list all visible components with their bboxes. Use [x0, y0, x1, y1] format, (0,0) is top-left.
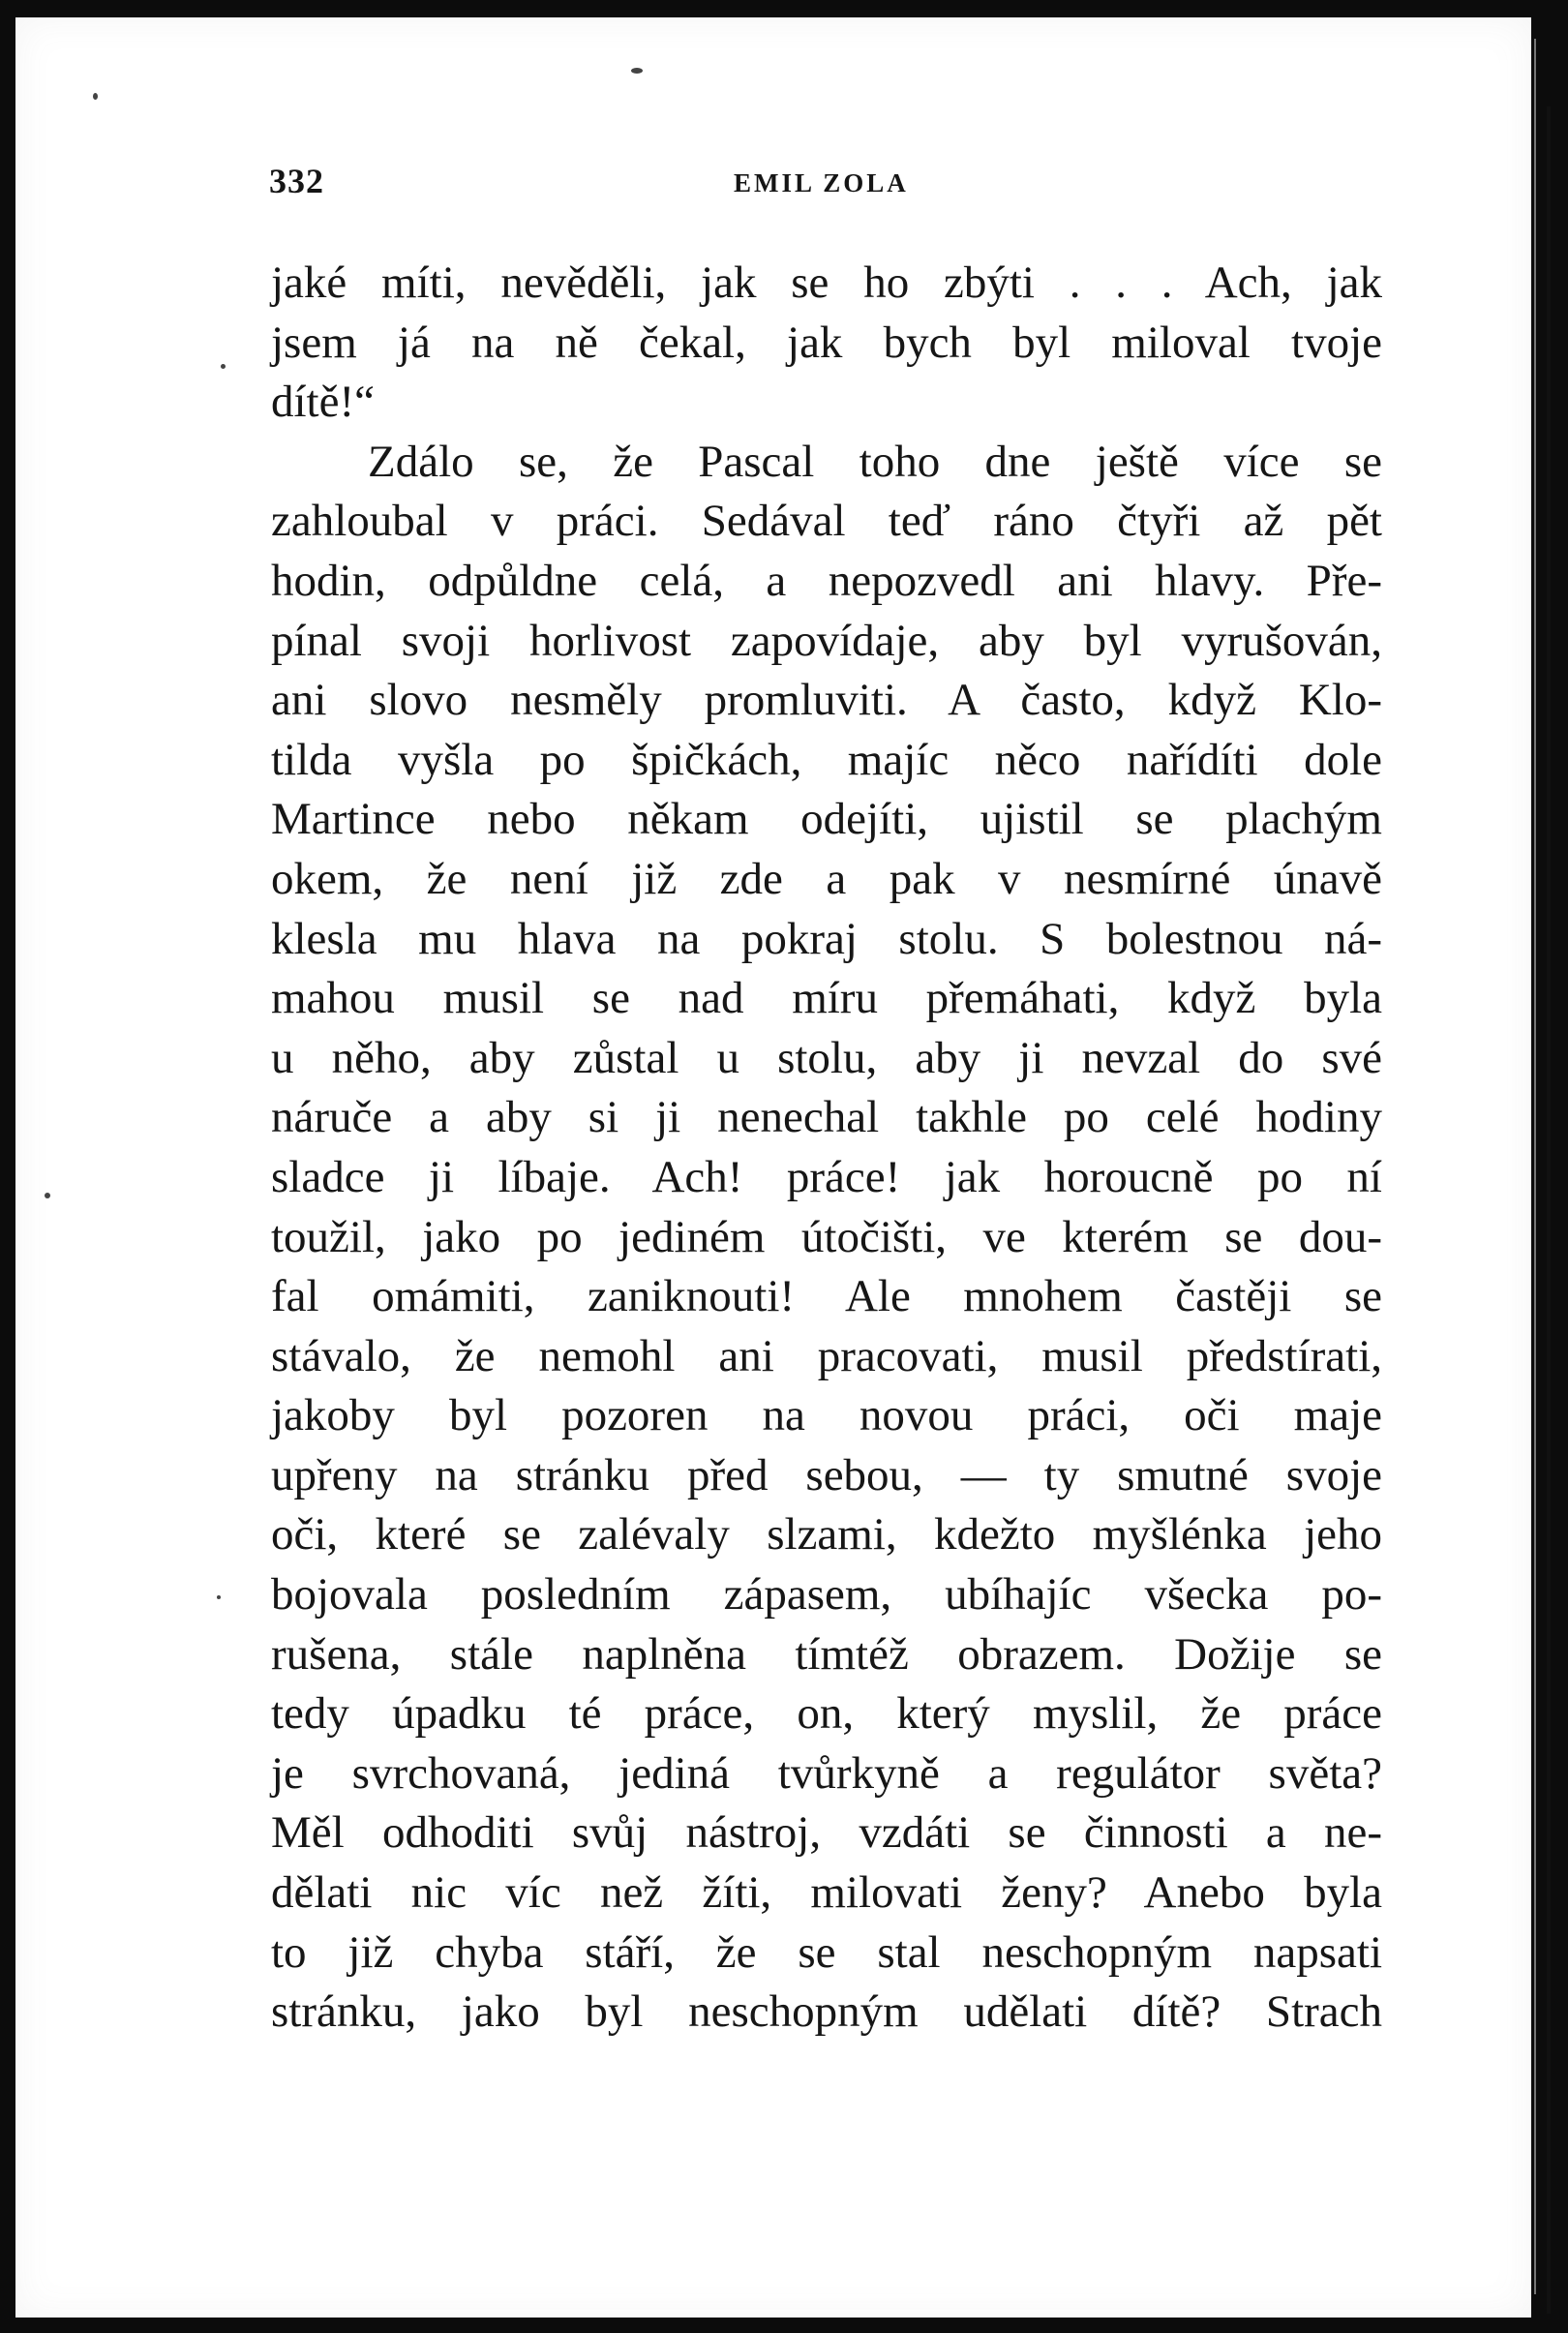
text-line: stávalo, že nemohl ani pracovati, musil předstírati,: [271, 1330, 1382, 1381]
text-line: náruče a aby si ji nenechal takhle po celé hodiny: [271, 1092, 1382, 1143]
text-line: okem, že není již zde a pak v nesmírné únavě: [271, 853, 1382, 904]
text-line: tilda vyšla po špičkách, majíc něco nařídíti dole: [271, 734, 1382, 785]
text-line: toužil, jako po jediném útočišti, ve kterém se dou-: [271, 1211, 1382, 1262]
text-line: upřeny na stránku před sebou, — ty smutné svoje: [271, 1449, 1382, 1500]
text-line: ani slovo nesměly promluviti. A často, když Klo-: [271, 675, 1382, 726]
text-line: mahou musil se nad míru přemáhati, když byla: [271, 973, 1382, 1024]
text-line: sladce ji líbaje. Ach! práce! jak horoucně po ní: [271, 1151, 1382, 1202]
text-line: zahloubal v práci. Sedával teď ráno čtyři až pět: [271, 496, 1382, 547]
text-line: bojovala posledním zápasem, ubíhajíc všecka po-: [271, 1569, 1382, 1621]
text-line: jsem já na ně čekal, jak bych byl miloval tvoje: [271, 317, 1382, 368]
paragraph-start-line: Zdálo se, že Pascal toho dne ještě více se: [368, 436, 1382, 487]
text-line: u něho, aby zůstal u stolu, aby ji nevzal do své: [271, 1032, 1382, 1083]
text-line: klesla mu hlava na pokraj stolu. S bolestnou ná-: [271, 913, 1382, 964]
body-text: [271, 254, 1382, 2043]
page-number: 332: [269, 162, 324, 200]
running-title: EMIL ZOLA: [734, 168, 909, 197]
text-line: to již chyba stáří, že se stal neschopným napsati: [271, 1926, 1382, 1978]
text-line: tedy úpadku té práce, on, který myslil, že práce: [271, 1688, 1382, 1740]
text-line: dělati nic víc než žíti, milovati ženy? Anebo byla: [271, 1867, 1382, 1919]
page-edge-line-inner: [1534, 39, 1536, 2294]
text-line: jaké míti, nevěděli, jak se ho zbýti . . . Ach, jak: [271, 258, 1382, 308]
text-line: oči, které se zalévaly slzami, kdežto myšlénka jeho: [271, 1509, 1382, 1560]
text-line: hodin, odpůldne celá, a nepozvedl ani hlavy. Pře-: [271, 555, 1382, 606]
page-edge-line-outer: [1547, 106, 1551, 2314]
page-header: [269, 161, 1382, 209]
text-line: dítě!“: [271, 377, 375, 428]
text-line: stránku, jako byl neschopným udělati dítě? Strach: [271, 1986, 1382, 2038]
text-line: jakoby byl pozoren na novou práci, oči maje: [271, 1390, 1382, 1441]
scan-speck: [631, 68, 643, 74]
text-line: rušena, stále naplněna tímtéž obrazem. Dožije se: [271, 1628, 1382, 1680]
scan-speck: [221, 364, 226, 369]
text-line: je svrchovaná, jediná tvůrkyně a regulátor světa?: [271, 1747, 1382, 1799]
scan-speck: [45, 1193, 50, 1198]
text-line: Měl odhoditi svůj nástroj, vzdáti se činnosti a ne-: [271, 1807, 1382, 1859]
scan-speck: [217, 1595, 221, 1599]
scan-speck: [93, 93, 98, 100]
text-line: pínal svoji horlivost zapovídaje, aby byl vyrušován,: [271, 615, 1382, 666]
text-line: fal omámiti, zaniknouti! Ale mnohem častěji se: [271, 1271, 1382, 1322]
text-line: Martince nebo někam odejíti, ujistil se plachým: [271, 794, 1382, 845]
